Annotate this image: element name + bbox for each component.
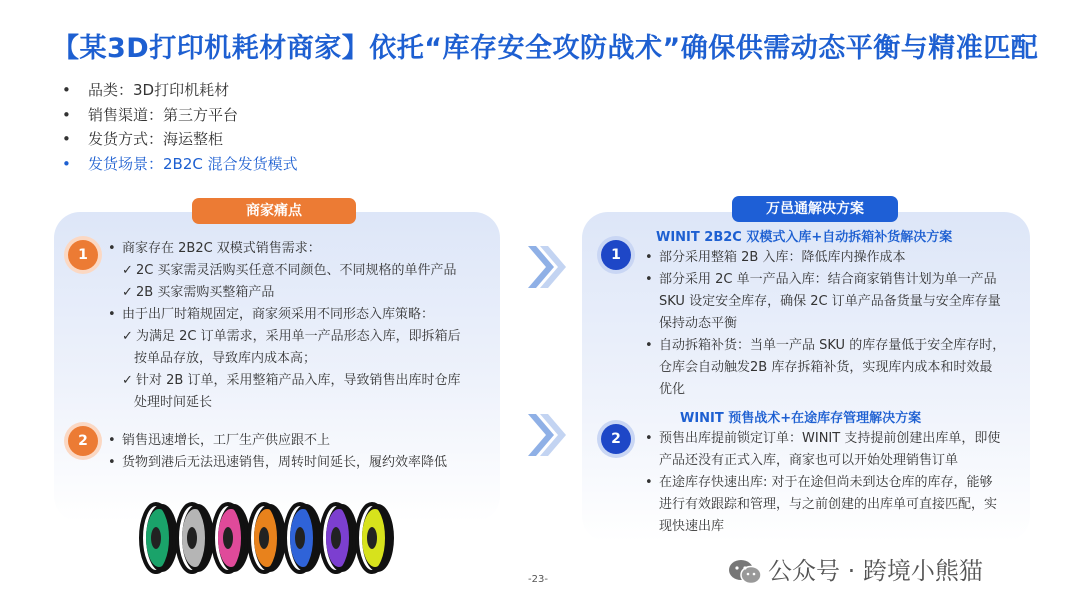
intro-item: • 发货方式：海运整柜 xyxy=(60,127,298,152)
filament-spool xyxy=(213,504,250,572)
bullet-icon: • xyxy=(108,241,116,256)
solution-1-title: WINIT 2B2C 双模式入库+自动拆箱补货解决方案 xyxy=(656,230,953,245)
filament-spools-image xyxy=(138,500,400,574)
solution-2-title: WINIT 预售战术+在途库存管理解决方案 xyxy=(680,411,922,426)
watermark: 公众号 · 跨境小熊猫 xyxy=(728,551,983,586)
bullet-icon: • xyxy=(645,475,653,490)
page-number: -23- xyxy=(528,574,548,585)
bullet-icon: • xyxy=(108,455,116,470)
check-icon: ✓ xyxy=(122,373,133,388)
bullet-icon: • xyxy=(108,307,116,322)
intro-item-highlight: • 发货场景：2B2C 混合发货模式 xyxy=(60,152,298,177)
filament-spool xyxy=(141,504,178,572)
pain-point-2-badge: 2 xyxy=(68,426,98,456)
filament-spool xyxy=(357,504,394,572)
wechat-icon xyxy=(728,559,762,585)
intro-item: • 品类：3D打印机耗材 xyxy=(60,78,298,103)
filament-spool xyxy=(321,504,358,572)
arrow-right-icon xyxy=(526,412,566,458)
solution-tag: 万邑通解决方案 xyxy=(732,196,898,222)
solution-2-text: • 预售出库提前锁定订单：WINIT 支持提前创建出库单，即使 产品还没有正式入库，商家也可以开始处理销售订单 • 在途库存快速出库: 对于在途但尚未到达仓库的库存，能够 进行有效跟踪和管理，与之前创建的出库单可直接匹配，实 现快速出库 xyxy=(645,428,1000,538)
check-icon: ✓ xyxy=(122,285,133,300)
bullet-icon: • xyxy=(645,250,653,265)
solution-1-badge: 1 xyxy=(601,240,631,270)
pain-point-2-text: • 销售迅速增长，工厂生产供应跟不上 • 货物到港后无法迅速销售，周转时间延长，履约效率降低 xyxy=(108,430,447,474)
intro-list xyxy=(60,78,298,176)
solution-1-text: • 部分采用整箱 2B 入库：降低库内操作成本 • 部分采用 2C 单一产品入库：结合商家销售计划为单一产品 SKU 设定安全库存，确保 2C 订单产品备货量与安全库存量 保持动态平衡 • 自动拆箱补货：当单一产品 SKU 的库存量低于安全库存时， 仓库会自动触发2B 库存拆箱补货，实现库内成本和时效最 优化 xyxy=(645,247,1005,401)
bullet-icon: • xyxy=(645,272,653,287)
pain-point-1-text: • 商家存在 2B2C 双模式销售需求： ✓ 2C 买家需灵活购买任意不同颜色、不同规格的单件产品 ✓ 2B 买家需购买整箱产品 • 由于出厂时箱规固定，商家须采用不同形态入库策略： ✓ 为满足 2C 订单需求，采用单一产品形态入库，即拆箱后 按单品存放，导致库内成本高； ✓ 针对 2B 订单，采用整箱产品入库，导致销售出库时仓库 处理时间延长 xyxy=(108,238,461,414)
pain-point-1-badge: 1 xyxy=(68,240,98,270)
pain-points-tag: 商家痛点 xyxy=(192,198,356,224)
bullet-icon: • xyxy=(108,433,116,448)
filament-spool xyxy=(285,504,322,572)
arrow-right-icon xyxy=(526,244,566,290)
page-title: 【某3D打印机耗材商家】依托“库存安全攻防战术”确保供需动态平衡与精准匹配 xyxy=(52,33,1039,64)
solution-2-badge: 2 xyxy=(601,424,631,454)
bullet-icon: • xyxy=(645,431,653,446)
bullet-icon: • xyxy=(645,338,653,353)
intro-item: • 销售渠道：第三方平台 xyxy=(60,103,298,128)
check-icon: ✓ xyxy=(122,263,133,278)
filament-spool xyxy=(177,504,214,572)
check-icon: ✓ xyxy=(122,329,133,344)
filament-spool xyxy=(249,504,286,572)
